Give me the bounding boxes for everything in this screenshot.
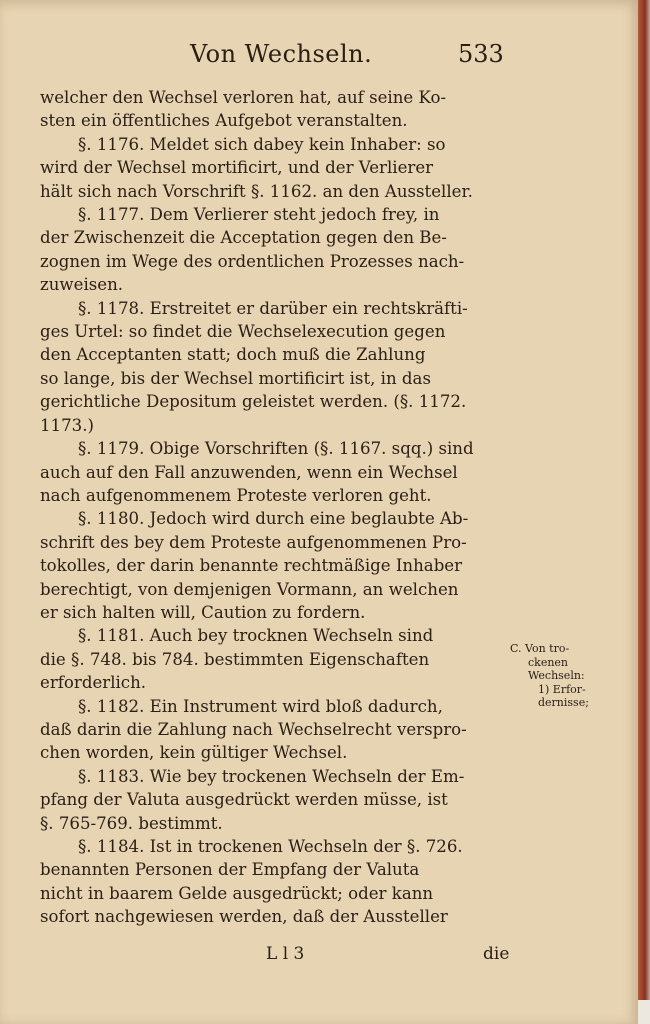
margin-note-line: ckenen <box>528 655 569 669</box>
text-line: §. 1177. Dem Verlierer steht jedoch frey, in <box>78 205 440 225</box>
text-line: 1173.) <box>40 415 94 435</box>
text-line: schrift des bey dem Proteste aufgenommenen Pro- <box>40 532 467 552</box>
running-title: Von Wechseln. <box>190 40 373 68</box>
paragraph-1184 <box>40 835 506 929</box>
text-line: der Zwischenzeit die Acceptation gegen den Be- <box>40 228 447 248</box>
text-line: hält sich nach Vorschrift §. 1162. an den Aussteller. <box>40 181 473 201</box>
text-line: §. 1181. Auch bey trocknen Wechseln sind <box>78 626 434 646</box>
text-line: nicht in baarem Gelde ausgedrückt; oder kann <box>40 883 434 903</box>
text-line: chen worden, kein gültiger Wechsel. <box>40 743 348 763</box>
text-line: gerichtliche Depositum geleistet werden. (§. 1172. <box>40 392 467 412</box>
page-footer <box>40 944 510 970</box>
text-line: berechtigt, von demjenigen Vormann, an welchen <box>40 579 459 599</box>
margin-note-line: Wechseln: <box>528 669 585 682</box>
catchword: die <box>483 944 510 964</box>
margin-note <box>510 642 602 710</box>
text-line: er sich halten will, Caution zu fordern. <box>40 602 366 622</box>
margin-note-line: C. Von tro- <box>510 642 570 655</box>
paragraph-1180 <box>40 507 506 624</box>
text-line: §. 1179. Obige Vorschriften (§. 1167. sqq.) sind <box>78 439 474 459</box>
text-line: wird der Wechsel mortificirt, und der Verlierer <box>40 158 434 178</box>
text-line: pfang der Valuta ausgedrückt werden müsse, ist <box>40 790 448 810</box>
page-number: 533 <box>458 40 504 68</box>
text-line: nach aufgenommenem Proteste verloren geht. <box>40 485 432 505</box>
text-line: §. 1180. Jedoch wird durch eine beglaubte Ab- <box>78 509 469 529</box>
paragraph-1179 <box>40 437 506 507</box>
text-line: auch auf den Fall anzuwenden, wenn ein Wechsel <box>40 462 458 482</box>
text-line: die §. 748. bis 784. bestimmten Eigenschaften <box>40 649 430 669</box>
paragraph-continuation <box>40 86 506 133</box>
paragraph-1182 <box>40 695 506 765</box>
paragraph-1181 <box>40 624 506 694</box>
text-line: welcher den Wechsel verloren hat, auf seine Ko- <box>40 88 447 107</box>
text-line: §. 1176. Meldet sich dabey kein Inhaber: so <box>78 134 446 154</box>
margin-note-line: 1) Erfor- <box>538 682 586 696</box>
text-line: ges Urtel: so findet die Wechselexecution gegen <box>40 322 446 342</box>
text-line: sofort nachgewiesen werden, daß der Aussteller <box>40 907 448 927</box>
text-line: §. 1184. Ist in trockenen Wechseln der §. 726. <box>78 837 463 856</box>
text-line: §. 1182. Ein Instrument wird bloß dadurch, <box>78 696 443 716</box>
text-line: sten ein öffentliches Aufgebot veranstalten. <box>40 111 408 131</box>
text-line: daß darin die Zahlung nach Wechselrecht verspro- <box>40 719 467 739</box>
paragraph-1178 <box>40 297 506 437</box>
paragraph-1183 <box>40 765 506 835</box>
paragraph-1177 <box>40 203 506 297</box>
body-text <box>40 86 506 929</box>
text-line: erforderlich. <box>40 673 147 693</box>
text-line: §. 765-769. bestimmt. <box>40 813 223 833</box>
margin-note-line: dernisse; <box>538 696 589 709</box>
text-line: benannten Personen der Empfang der Valuta <box>40 860 420 880</box>
text-line: §. 1183. Wie bey trockenen Wechseln der Em- <box>78 766 465 786</box>
text-line: so lange, bis der Wechsel mortificirt ist, in das <box>40 368 431 388</box>
text-line: zuweisen. <box>40 275 124 295</box>
page-edge <box>638 0 650 1000</box>
text-line: tokolles, der darin benannte rechtmäßige Inhaber <box>40 556 463 576</box>
paragraph-1176 <box>40 133 506 203</box>
text-line: den Acceptanten statt; doch muß die Zahlung <box>40 345 426 365</box>
text-line: §. 1178. Erstreitet er darüber ein rechtskräfti- <box>78 298 468 318</box>
signature-mark: L l 3 <box>266 944 305 964</box>
running-head <box>0 40 600 74</box>
text-line: zognen im Wege des ordentlichen Prozesses nach- <box>40 251 465 271</box>
